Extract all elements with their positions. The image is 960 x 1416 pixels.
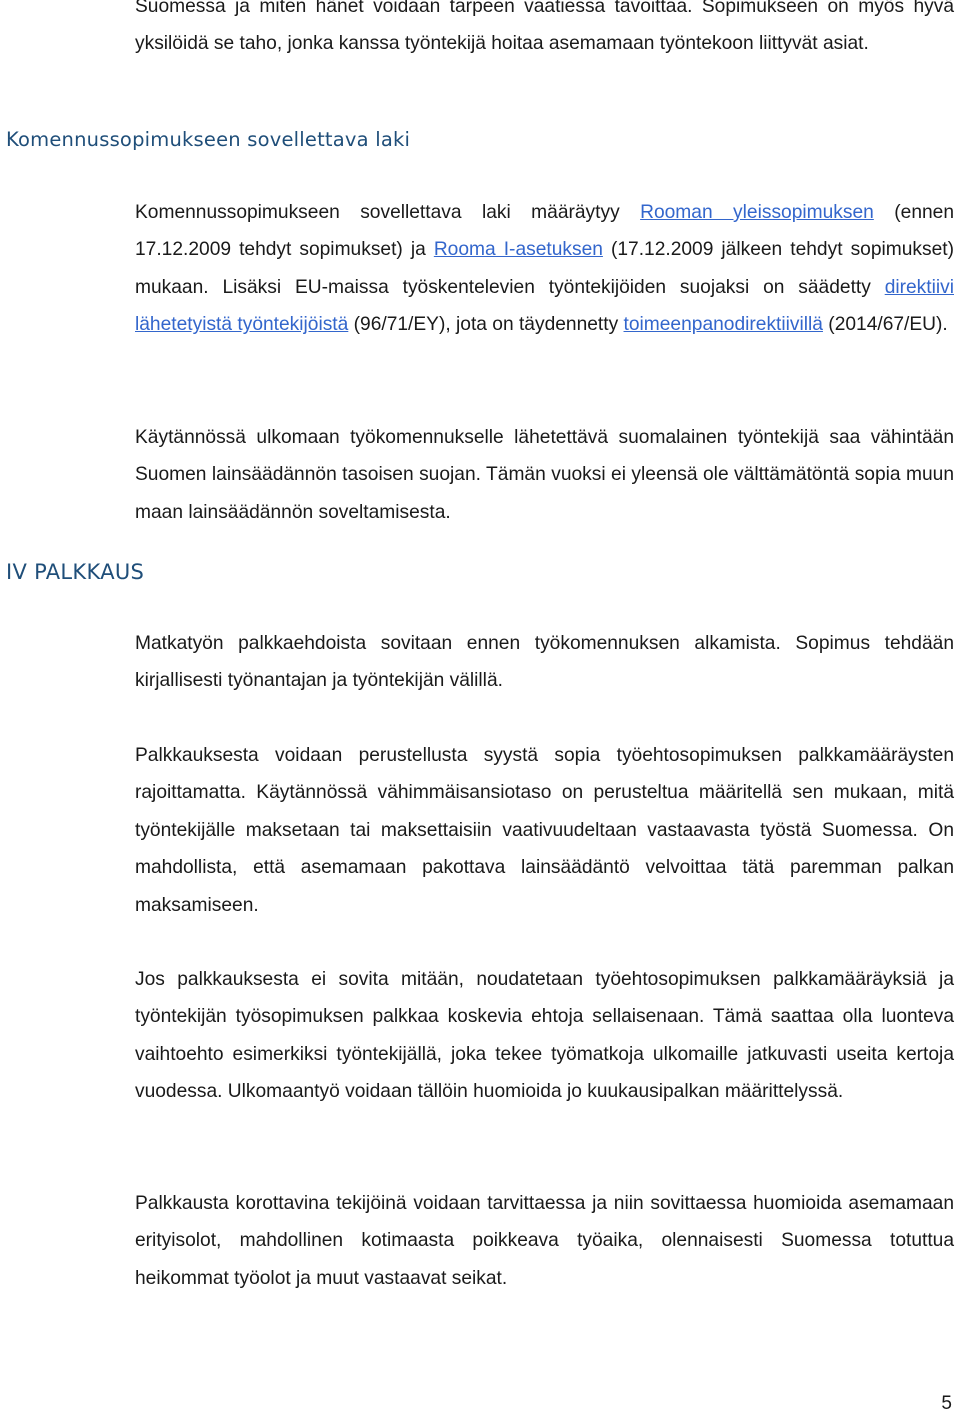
- law-p1-text-3: (17.12.2009 jälkeen tehdyt sopimukset) mukaan. Lisäksi EU-maissa työskentelevien työntekijöiden suojaksi on säädetty: [135, 239, 954, 298]
- pay-paragraph-3: Jos palkkauksesta ei sovita mitään, noudatetaan työehtosopimuksen palkkamääräyksiä ja työntekijän työsopimuksen palkkaa koskevia ehtoja sellaisenaan. Tämä saattaa olla luonteva vaihtoehto esimerkiksi työntekijällä, joka tekee työmatkoja ulkomaille jatkuvasti useita kertoja vuodessa. Ulkomaantyö voidaan tällöin huomioida jo kuukausipalkan määrittelyssä.: [135, 969, 954, 1103]
- law-p1-text-4: (96/71/EY), jota on täydennetty: [348, 314, 624, 336]
- pay-paragraph-2: Palkkauksesta voidaan perustellusta syystä sopia työehtosopimuksen palkkamääräysten rajoittamatta. Käytännössä vähimmäisansiotaso on perusteltua määritellä sen mukaan, mitä työntekijälle maksetaan tai maksettaisiin vaativuudeltaan vastaavasta työstä Suomessa. On mahdollista, että asemamaan pakottava lainsäädäntö velvoittaa tätä paremman palkan maksamiseen.: [135, 745, 954, 916]
- law-paragraph-2: Käytännössä ulkomaan työkomennukselle lähetettävä suomalainen työntekijä saa vähintään Suomen lainsäädännön tasoisen suojan. Tämän vuoksi ei yleensä ole välttämätöntä sopia muun maan lainsäädännön soveltamisesta.: [135, 427, 954, 523]
- law-p1-text-1: Komennussopimukseen sovellettava laki määräytyy: [135, 202, 641, 223]
- pay-paragraph-4: Palkkausta korottavina tekijöinä voidaan tarvittaessa ja niin sovittaessa huomioida asemamaan erityisolot, mahdollinen kotimaasta poikkeava työaika, olennaisesti Suomessa totuttua heikommat työolot ja muut vastaavat seikat.: [135, 1193, 954, 1289]
- law-p1-text-5: (2014/67/EU).: [822, 314, 948, 336]
- pay-section-heading: IV PALKKAUS: [6, 560, 145, 584]
- enforcement-directive-link[interactable]: toimeenpanodirektiivillä: [623, 314, 823, 336]
- law-p1-text-2: (ennen 17.12.2009 tehdyt sopimukset) ja: [135, 202, 954, 261]
- law-paragraph-1: [135, 194, 954, 344]
- intro-paragraph: Suomessa ja miten hänet voidaan tarpeen vaatiessa tavoittaa. Sopimukseen on myös hyvä yksilöidä se taho, jonka kanssa työntekijä hoitaa asemamaan työntekoon liittyvät asiat.: [135, 0, 954, 55]
- pay-paragraph-1: Matkatyön palkkaehdoista sovitaan ennen työkomennuksen alkamista. Sopimus tehdään kirjallisesti työnantajan ja työntekijän välillä.: [135, 633, 954, 692]
- law-section-heading: Komennussopimukseen sovellettava laki: [6, 128, 411, 151]
- page-number: 5: [941, 1393, 952, 1414]
- posted-workers-directive-link[interactable]: direktiivi lähetetyistä työntekijöistä: [135, 276, 954, 336]
- rome-convention-link[interactable]: Rooman yleissopimuksen: [640, 202, 874, 223]
- rome-i-regulation-link[interactable]: Rooma I-asetuksen: [433, 239, 603, 261]
